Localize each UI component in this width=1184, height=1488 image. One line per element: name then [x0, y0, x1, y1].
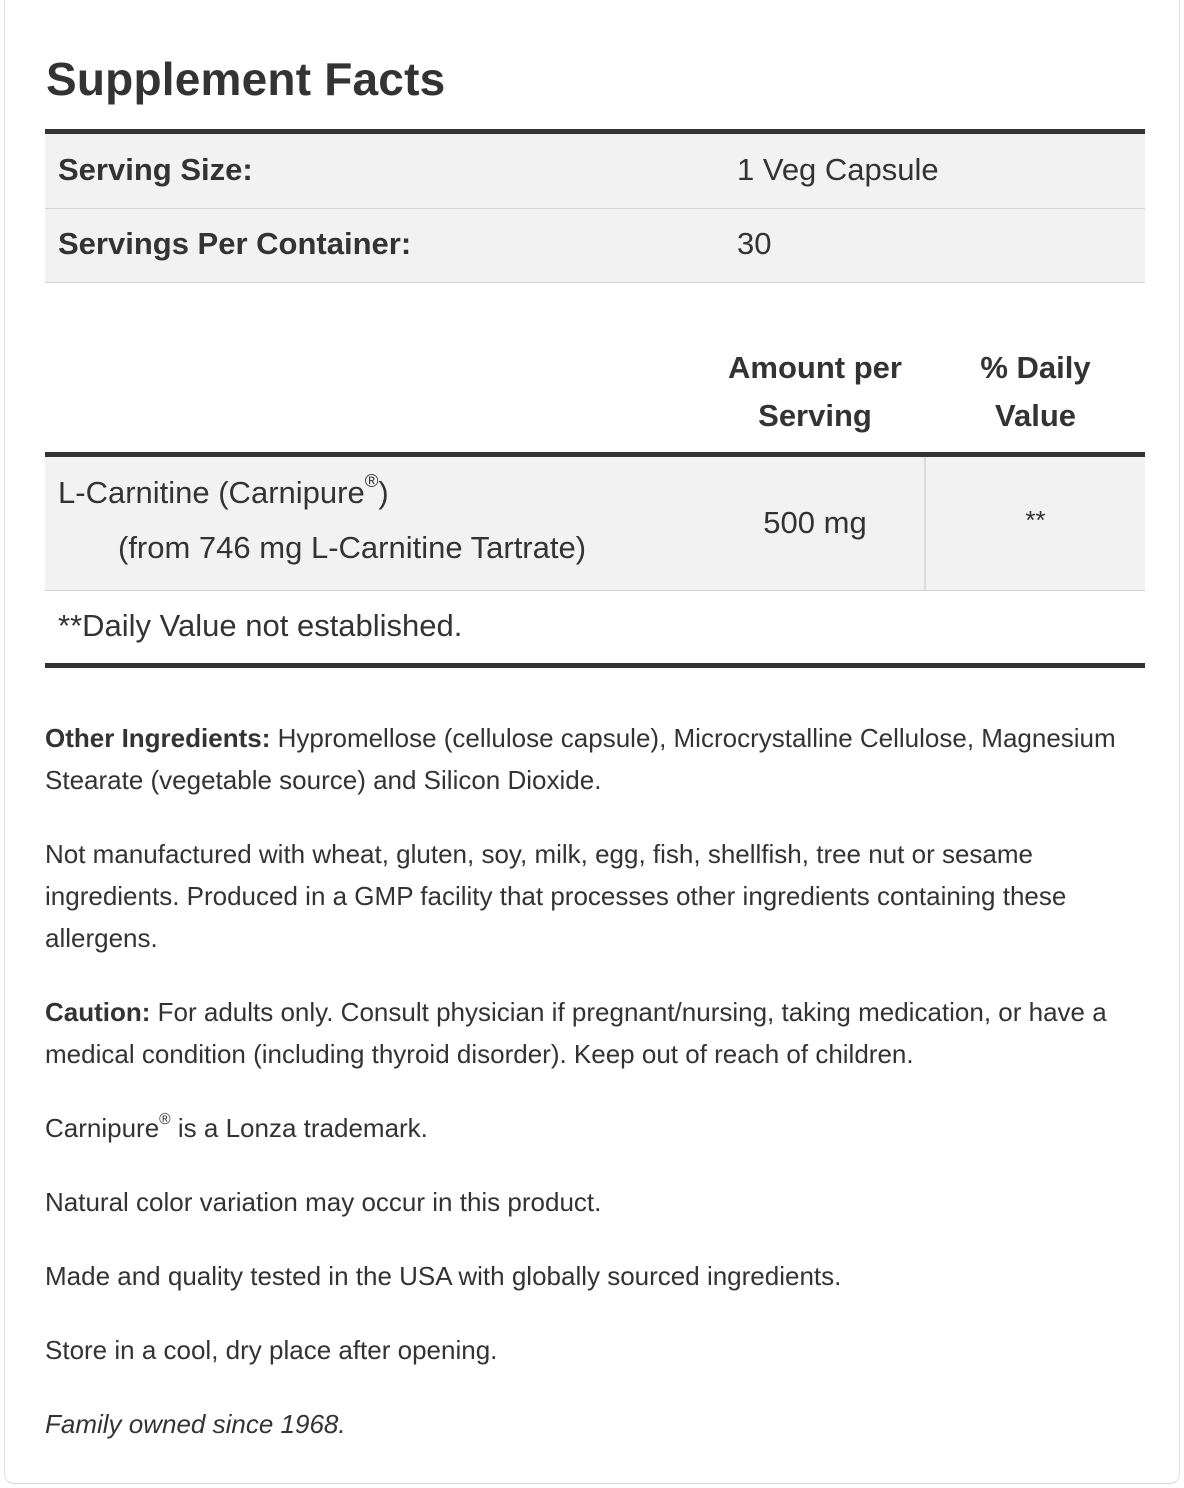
header-line: % Daily	[980, 350, 1091, 385]
amount-per-serving-header	[705, 344, 925, 440]
ingredient-name-close: )	[378, 475, 389, 510]
other-ingredients-label: Other Ingredients:	[45, 723, 271, 753]
storage-note: Store in a cool, dry place after opening.	[45, 1335, 498, 1365]
color-variation-note: Natural color variation may occur in this product.	[45, 1187, 602, 1217]
trademark-note	[45, 1107, 1140, 1149]
servings-per-container-value: 30	[737, 226, 772, 261]
bottom-rule	[45, 663, 1145, 668]
serving-size-value: 1 Veg Capsule	[737, 152, 939, 187]
trademark-brand: Carnipure	[45, 1113, 160, 1143]
ingredient-source: (from 746 mg L-Carnitine Tartrate)	[118, 530, 587, 565]
header-line: Value	[995, 398, 1076, 433]
ingredient-name-text: L-Carnitine (Carnipure	[58, 475, 365, 510]
ingredient-name	[58, 470, 389, 511]
made-in-usa-note: Made and quality tested in the USA with globally sourced ingredients.	[45, 1261, 842, 1291]
other-ingredients-text: Hypromellose (cellulose capsule), Microcrystalline Cellulose, Magnesium Stearate (vegetable source) and Silicon Dioxide.	[45, 723, 1116, 795]
caution-text: For adults only. Consult physician if pregnant/nursing, taking medication, or have a medical condition (including thyroid disorder). Keep out of reach of children.	[45, 997, 1107, 1069]
daily-value-footnote: **Daily Value not established.	[58, 608, 463, 643]
registered-mark: ®	[159, 1110, 171, 1128]
trademark-text: is a Lonza trademark.	[170, 1113, 428, 1143]
ingredient-amount: 500 mg	[763, 505, 867, 540]
caution	[45, 991, 1140, 1075]
header-line: Serving	[758, 398, 872, 433]
servings-per-container-label: Servings Per Container:	[58, 226, 412, 261]
ingredient-daily-value: **	[1025, 505, 1046, 535]
allergen-note: Not manufactured with wheat, gluten, soy, milk, egg, fish, shellfish, tree nut or sesame ingredients. Produced in a GMP facility that processes other ingredients containing these allergens.	[45, 839, 1067, 953]
family-owned-note: Family owned since 1968.	[45, 1409, 346, 1439]
serving-size-label: Serving Size:	[58, 152, 253, 187]
other-ingredients	[45, 717, 1140, 801]
registered-mark: ®	[364, 470, 379, 492]
row-divider	[45, 208, 1145, 209]
row-divider	[45, 282, 1145, 283]
page-title: Supplement Facts	[46, 53, 446, 105]
daily-value-header	[926, 344, 1145, 440]
row-divider	[45, 590, 1145, 591]
header-line: Amount per	[728, 350, 902, 385]
caution-label: Caution:	[45, 997, 151, 1027]
